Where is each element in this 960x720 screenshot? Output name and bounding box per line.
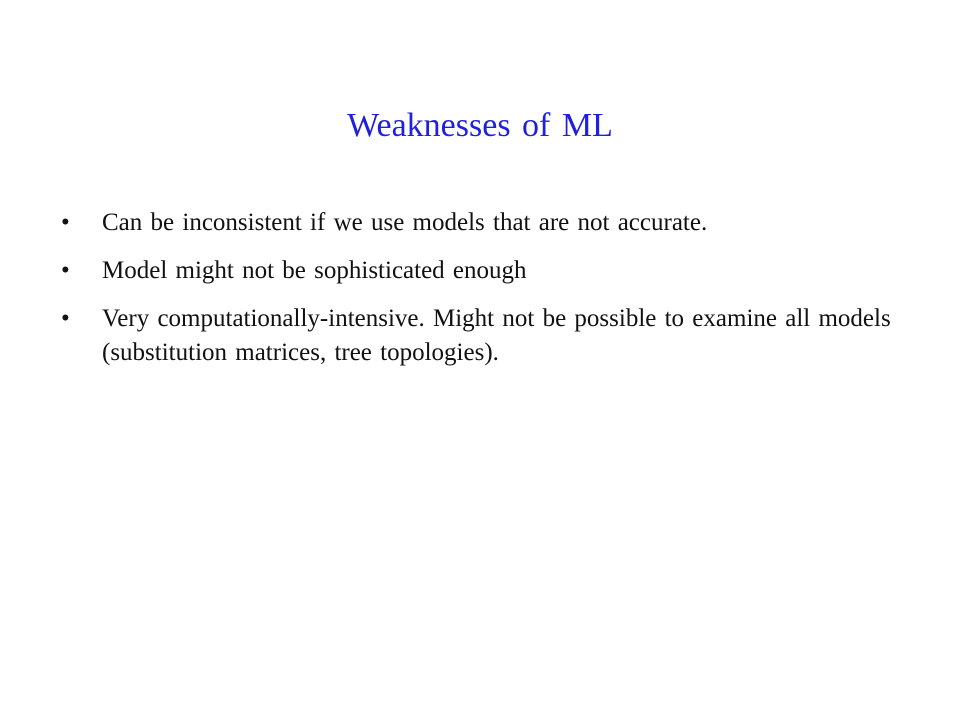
bullet-text: Very computationally-intensive. Might not be possible to examine all models (substitution matrices, tree topologies).	[102, 305, 891, 366]
bullet-marker: •	[61, 305, 70, 332]
bullet-list	[60, 206, 920, 384]
bullet-text: Model might not be sophisticated enough	[102, 257, 527, 284]
bullet-item	[60, 302, 920, 370]
bullet-item	[60, 254, 920, 288]
bullet-item	[60, 206, 920, 240]
bullet-marker: •	[61, 257, 70, 284]
bullet-text: Can be inconsistent if we use models that are not accurate.	[102, 209, 708, 236]
slide-title: Weaknesses of ML	[347, 107, 613, 144]
bullet-marker: •	[61, 209, 70, 236]
